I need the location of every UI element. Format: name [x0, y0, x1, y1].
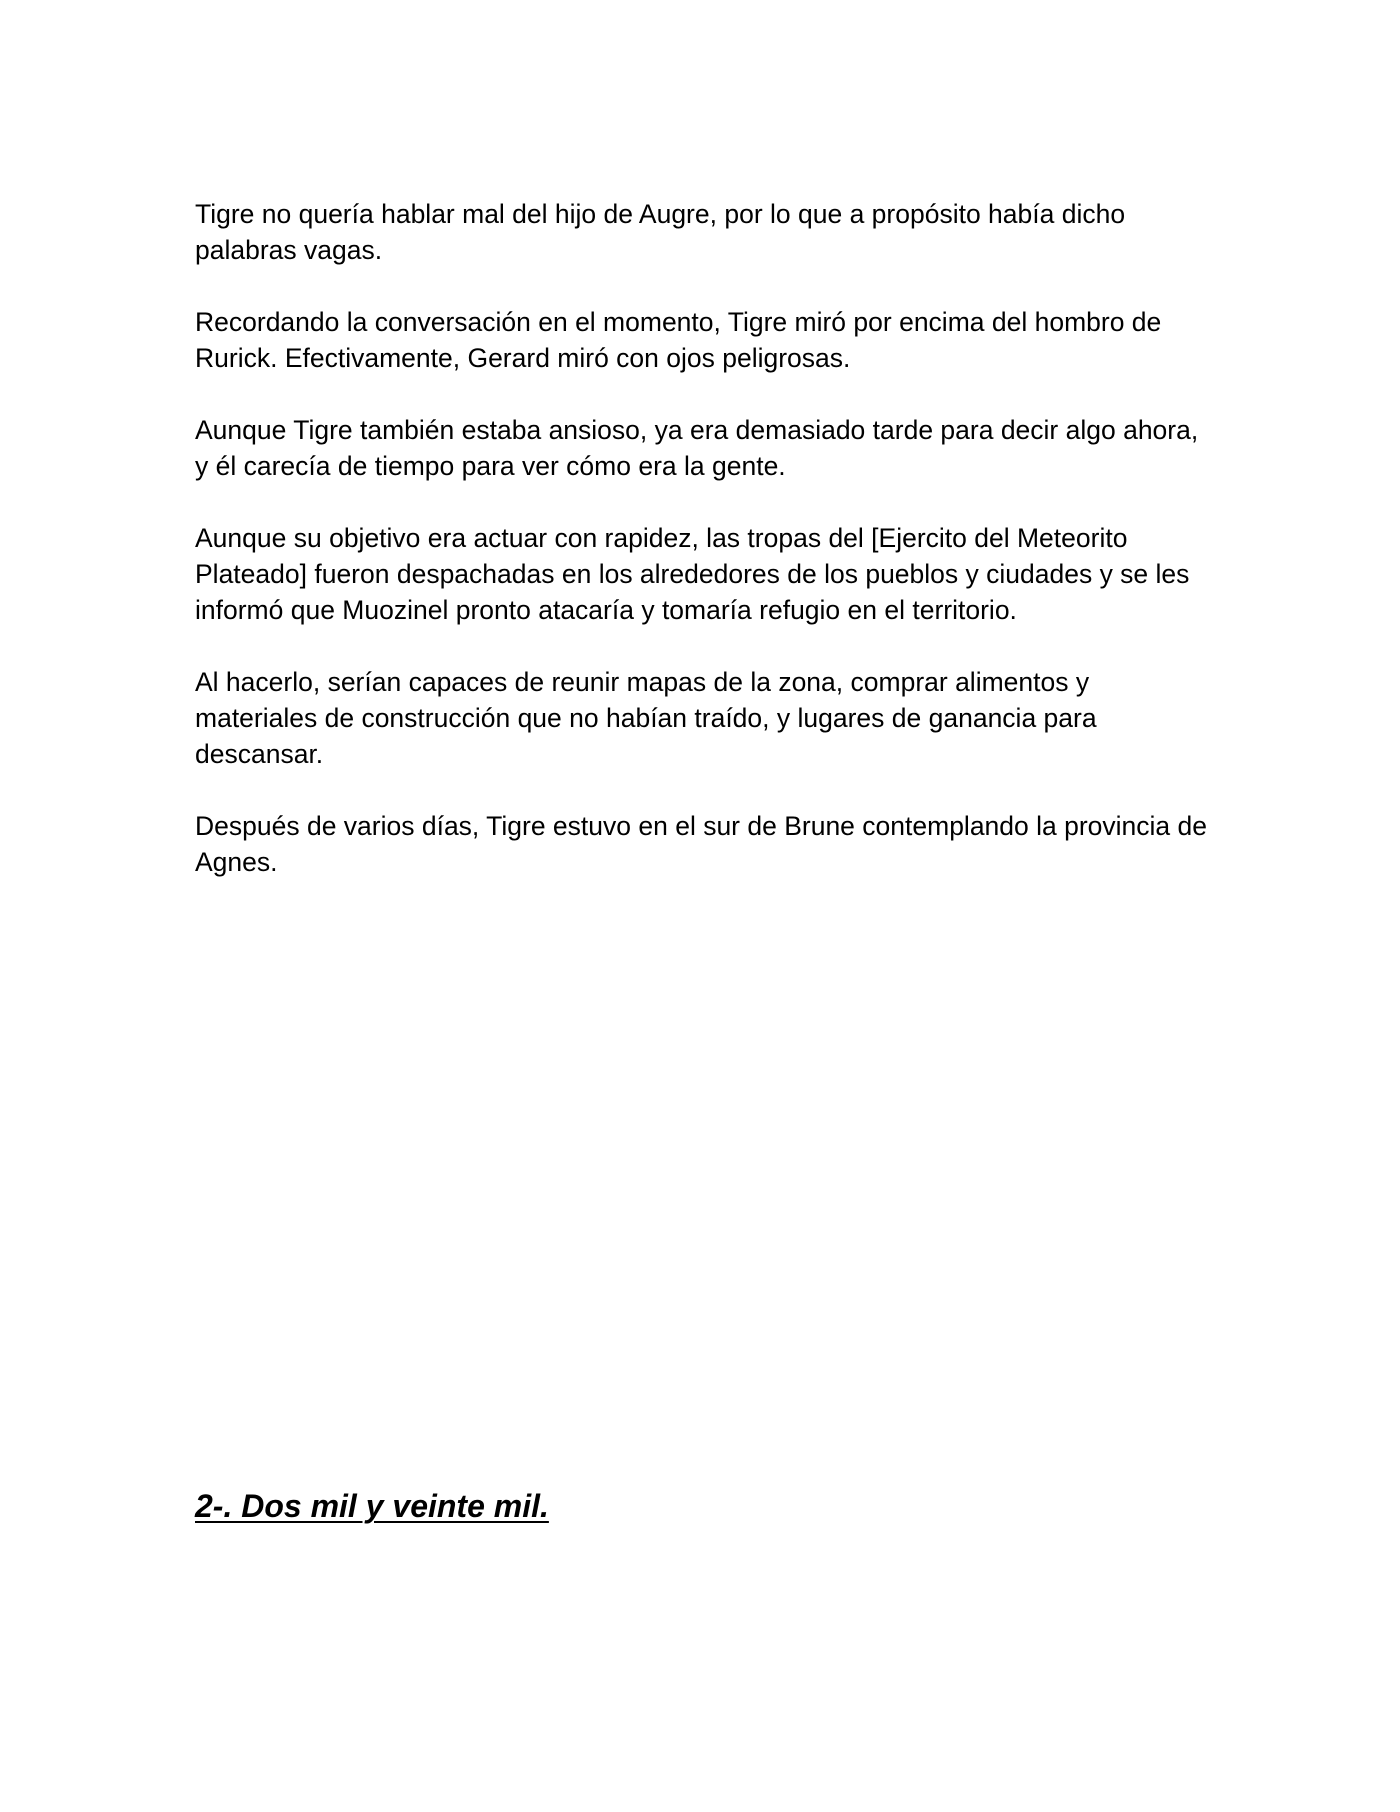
paragraph-5: Al hacerlo, serían capaces de reunir mapas de la zona, comprar alimentos y materiales de construcción que no habían traído, y lugares de ganancia para descansar.	[195, 667, 1097, 769]
paragraph-4: Aunque su objetivo era actuar con rapidez, las tropas del [Ejercito del Meteorito Plateado] fueron despachadas en los alrededores de los pueblos y ciudades y se les informó que Muozinel pronto atacaría y tomaría refugio en el territorio.	[195, 523, 1190, 625]
paragraph-3: Aunque Tigre también estaba ansioso, ya era demasiado tarde para decir algo ahora, y él carecía de tiempo para ver cómo era la gente.	[195, 415, 1199, 481]
paragraph-6: Después de varios días, Tigre estuvo en el sur de Brune contemplando la provincia de Agnes.	[195, 811, 1208, 877]
paragraph-1: Tigre no quería hablar mal del hijo de Augre, por lo que a propósito había dicho palabras vagas.	[195, 199, 1126, 265]
body-text	[195, 196, 1215, 916]
chapter-heading: 2-. Dos mil y veinte mil.	[195, 1488, 549, 1524]
paragraph-2: Recordando la conversación en el momento, Tigre miró por encima del hombro de Rurick. Efectivamente, Gerard miró con ojos peligrosas.	[195, 307, 1162, 373]
